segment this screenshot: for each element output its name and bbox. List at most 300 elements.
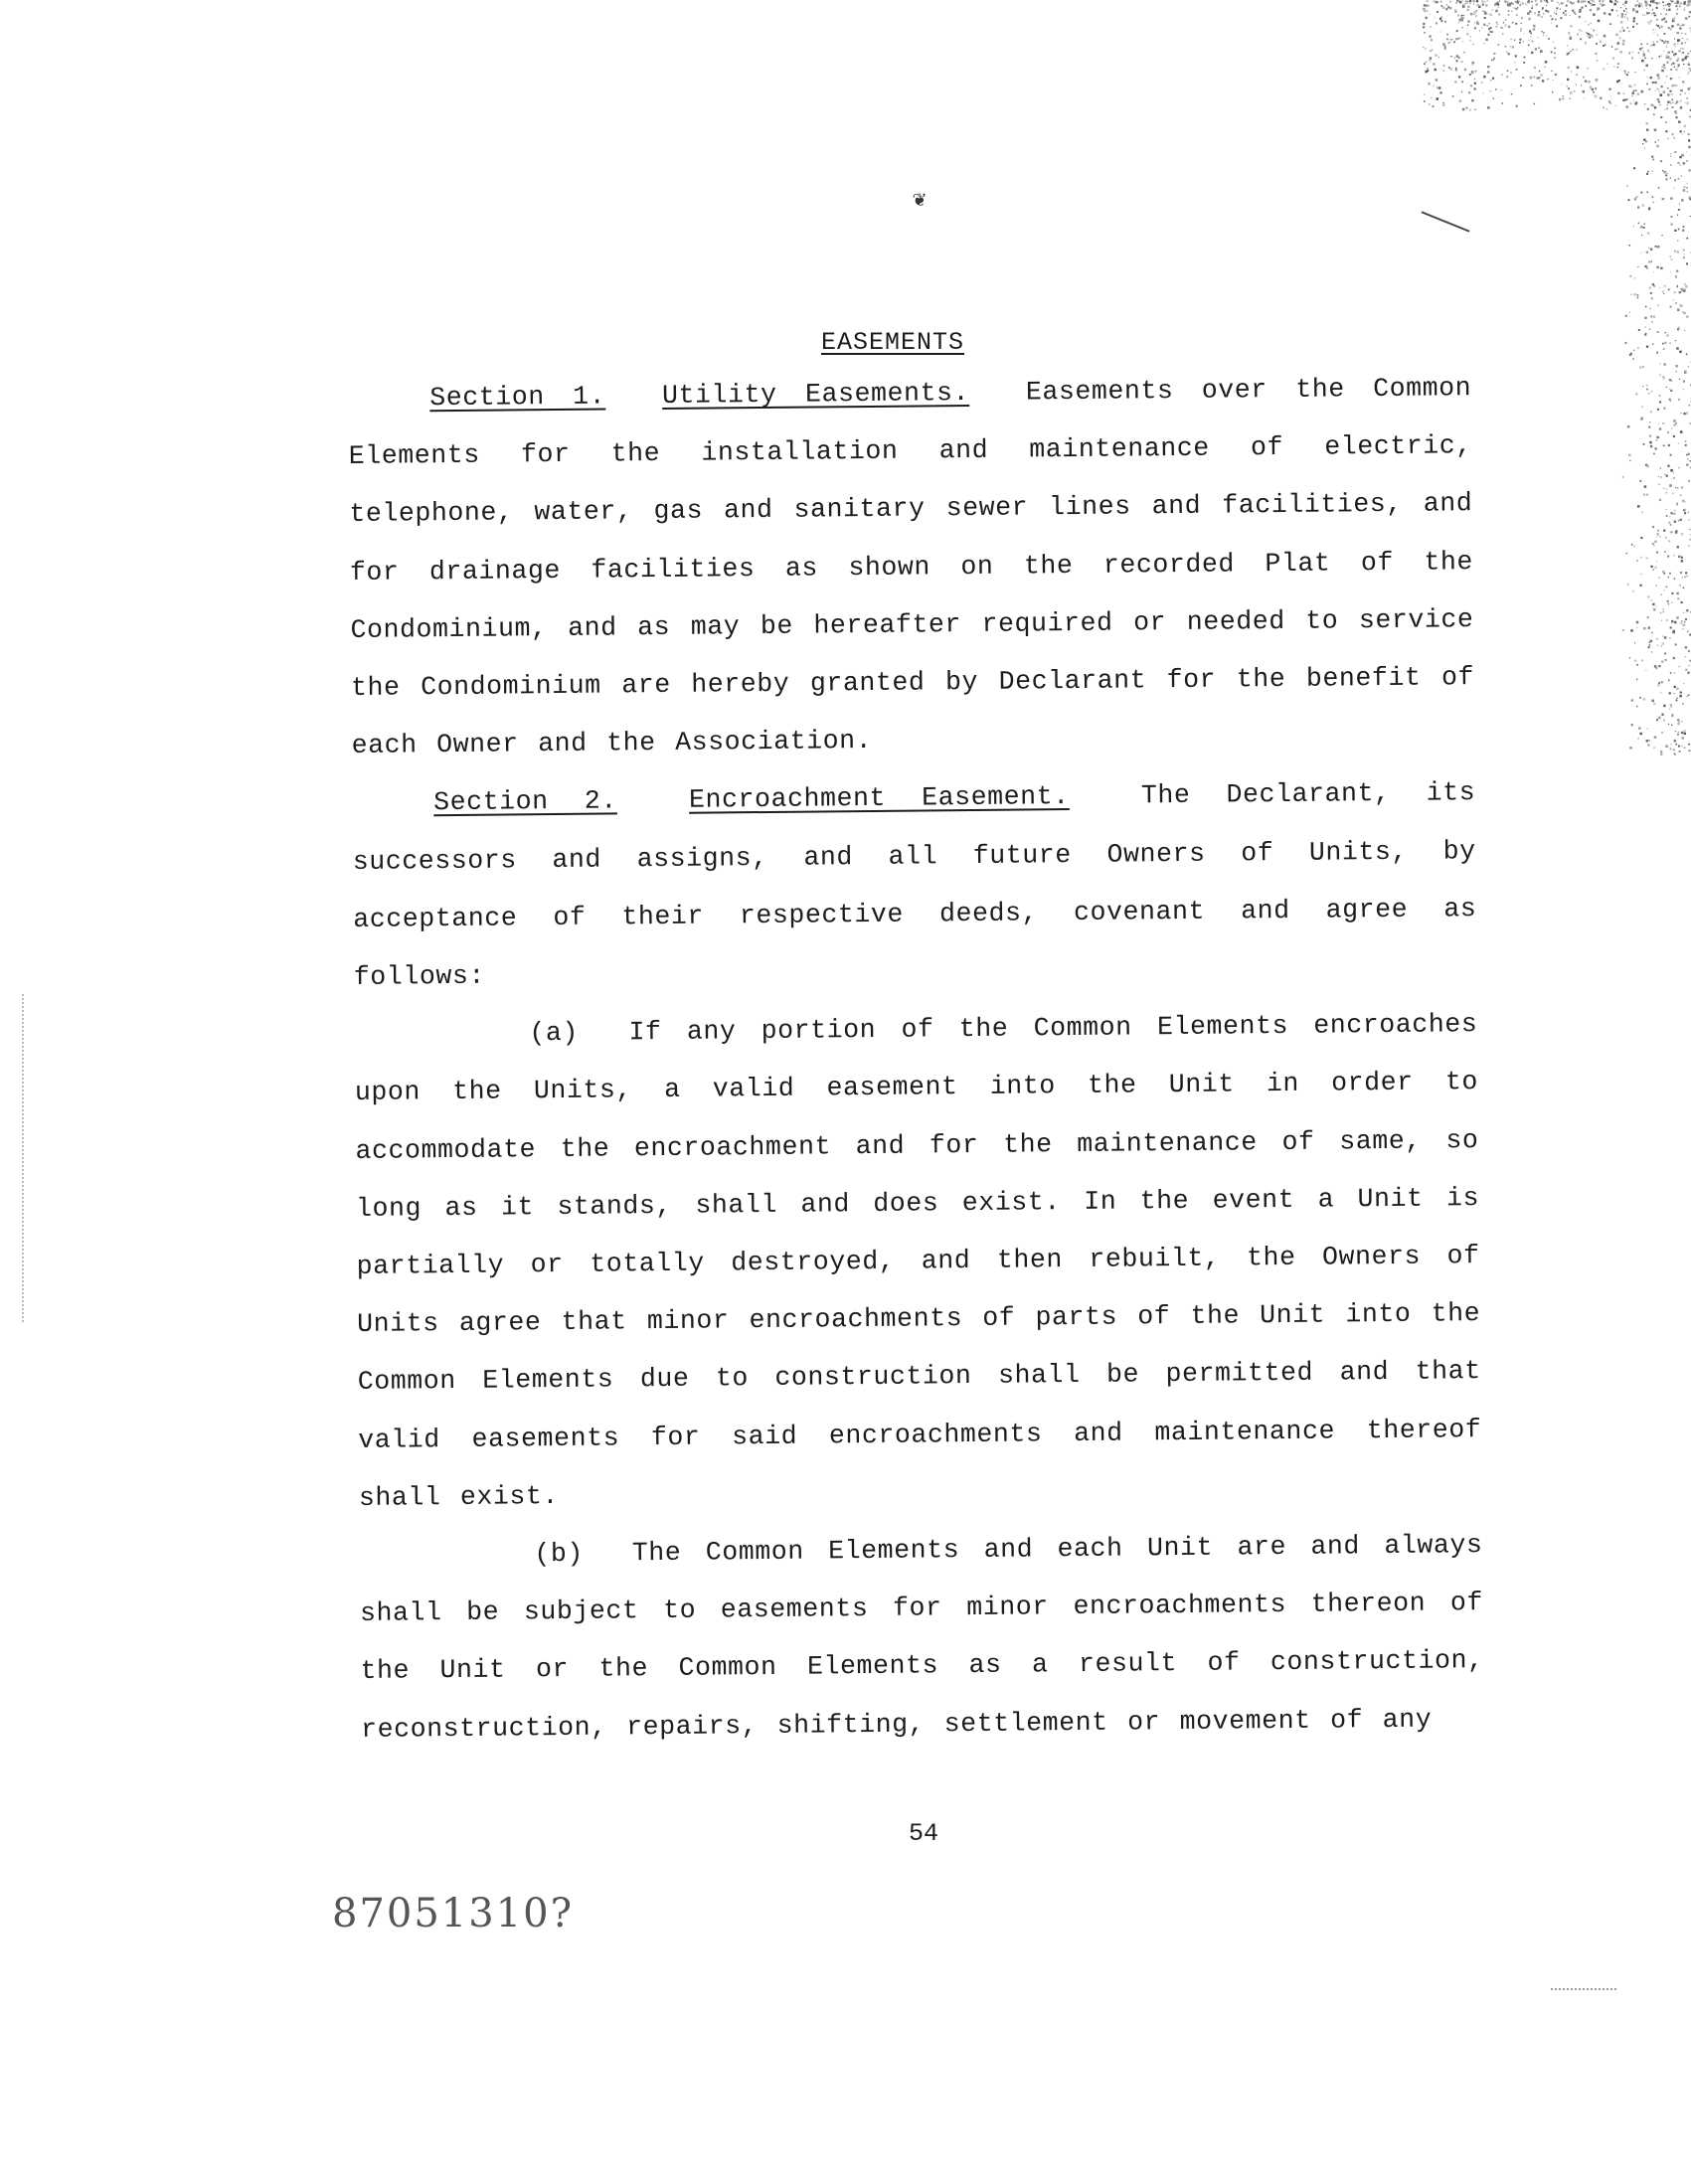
scan-noise-dot	[1597, 60, 1599, 62]
scan-noise-dot	[1519, 39, 1521, 41]
scan-noise-dot	[1619, 30, 1621, 32]
scan-noise-dot	[1680, 572, 1682, 574]
scan-noise-dot	[1445, 8, 1447, 10]
scan-noise-dot	[1623, 29, 1624, 30]
scan-noise-dot	[1633, 100, 1634, 101]
scan-noise-dot	[1642, 407, 1643, 408]
scan-noise-dot	[1498, 14, 1500, 16]
scan-noise-dot	[1505, 20, 1506, 21]
scan-noise-dot	[1543, 32, 1545, 34]
scan-noise-dot	[1508, 53, 1510, 55]
scan-noise-dot	[1484, 17, 1486, 19]
scan-noise-dot	[1646, 65, 1648, 67]
scan-noise-dot	[1626, 18, 1627, 19]
scan-noise-dot	[1464, 6, 1465, 7]
scan-noise-dot	[1498, 44, 1500, 46]
scan-noise-dot	[1646, 494, 1648, 496]
scan-noise-dot	[1626, 12, 1627, 13]
scan-noise-dot	[1440, 20, 1442, 22]
scan-noise-dot	[1478, 23, 1479, 24]
scan-noise-dot	[1455, 68, 1456, 69]
scan-noise-dot	[1650, 104, 1652, 106]
scan-noise-dot	[1675, 531, 1677, 533]
scan-noise-dot	[1666, 387, 1667, 388]
scan-noise-dot	[1688, 72, 1690, 74]
scan-noise-dot	[1674, 230, 1676, 232]
scan-noise-dot	[1675, 643, 1677, 645]
scan-noise-dot	[1552, 1, 1553, 2]
scan-noise-dot	[1580, 38, 1582, 40]
scan-noise-dot	[1495, 88, 1497, 90]
scan-noise-dot	[1656, 7, 1658, 9]
scan-noise-dot	[1621, 27, 1623, 29]
scan-noise-dot	[1663, 378, 1665, 380]
scan-noise-dot	[1551, 71, 1553, 73]
scan-noise-dot	[1688, 545, 1690, 547]
scan-noise-dot	[1446, 4, 1447, 5]
scan-noise-dot	[1572, 49, 1574, 51]
scan-noise-dot	[1668, 680, 1670, 682]
scan-noise-dot	[1689, 529, 1690, 530]
scan-noise-dot	[1671, 224, 1673, 226]
scan-noise-dot	[1658, 484, 1660, 486]
scan-noise-dot	[1678, 732, 1679, 733]
scan-noise-dot	[1651, 297, 1653, 299]
scan-noise-dot	[1462, 41, 1463, 42]
scan-noise-dot	[1666, 76, 1668, 78]
scan-noise-dot	[1531, 52, 1533, 54]
scan-noise-dot	[1474, 109, 1475, 110]
scan-noise-dot	[1531, 1, 1533, 3]
scan-noise-dot	[1687, 53, 1689, 55]
scan-noise-dot	[1640, 537, 1642, 539]
scan-noise-dot	[1626, 98, 1628, 100]
scan-noise-dot	[1688, 453, 1690, 455]
scan-noise-dot	[1654, 106, 1656, 108]
scan-noise-dot	[1577, 67, 1579, 69]
scan-noise-dot	[1423, 8, 1426, 10]
scan-noise-dot	[1567, 79, 1569, 81]
scan-noise-dot	[1494, 5, 1495, 6]
scan-noise-dot	[1438, 57, 1439, 58]
scan-noise-dot	[1668, 289, 1670, 291]
scan-noise-dot	[1479, 30, 1480, 31]
scan-noise-dot	[1585, 0, 1587, 2]
scan-noise-dot	[1657, 684, 1659, 686]
scan-noise-dot	[1484, 12, 1486, 14]
scan-noise-dot	[1675, 731, 1676, 732]
scan-noise-dot	[1649, 308, 1651, 310]
scan-noise-dot	[1689, 405, 1691, 407]
scan-noise-dot	[1654, 129, 1657, 132]
scan-noise-dot	[1667, 3, 1669, 5]
scan-noise-dot	[1637, 505, 1640, 508]
scan-noise-dot	[1487, 66, 1489, 68]
scan-noise-dot	[1653, 545, 1654, 546]
scan-noise-dot	[1495, 10, 1498, 13]
scan-noise-dot	[1674, 555, 1676, 557]
scan-noise-dot	[1684, 283, 1685, 284]
scan-noise-dot	[1469, 109, 1471, 111]
scan-noise-dot	[1456, 0, 1458, 2]
scan-noise-dot	[1677, 328, 1679, 330]
scan-noise-dot	[1668, 9, 1670, 11]
scan-noise-dot	[1674, 693, 1675, 694]
scan-noise-dot	[1532, 41, 1534, 43]
scan-noise-dot	[1686, 353, 1688, 355]
scan-noise-dot	[1656, 3, 1658, 5]
scan-noise-dot	[1585, 21, 1586, 22]
scan-noise-dot	[1561, 17, 1563, 19]
scan-noise-dot	[1427, 72, 1428, 73]
scan-noise-dot	[1664, 109, 1665, 110]
scan-noise-dot	[1590, 9, 1592, 11]
scan-noise-dot	[1675, 46, 1676, 47]
scan-noise-dot	[1670, 197, 1672, 199]
scan-noise-dot	[1585, 80, 1588, 83]
scan-noise-dot	[1570, 98, 1571, 99]
scan-noise-dot	[1545, 10, 1547, 12]
scan-noise-dot	[1454, 11, 1456, 13]
scan-noise-dot	[1647, 232, 1649, 234]
scan-noise-dot	[1685, 56, 1687, 58]
scan-noise-dot	[1632, 52, 1633, 53]
scan-noise-dot	[1551, 52, 1553, 54]
scan-noise-dot	[1634, 642, 1635, 643]
scan-noise-dot	[1640, 419, 1642, 420]
scan-noise-dot	[1670, 5, 1671, 6]
scan-noise-dot	[1618, 82, 1619, 83]
scan-noise-dot	[1572, 3, 1574, 5]
scan-noise-dot	[1603, 69, 1605, 71]
scan-noise-dot	[1633, 350, 1634, 351]
scan-noise-dot	[1508, 6, 1509, 7]
scan-noise-dot	[1644, 57, 1646, 59]
scan-noise-dot	[1686, 151, 1687, 152]
scan-noise-dot	[1674, 521, 1677, 524]
scan-noise-dot	[1664, 636, 1666, 638]
scan-noise-dot	[1643, 51, 1644, 52]
scan-noise-dot	[1515, 9, 1516, 10]
scan-noise-dot	[1684, 125, 1687, 128]
scan-noise-dot	[1643, 70, 1644, 71]
scan-noise-dot	[1584, 98, 1585, 99]
scan-noise-dot	[1649, 207, 1651, 209]
scan-noise-dot	[1673, 477, 1674, 478]
scan-noise-dot	[1649, 328, 1651, 330]
scan-noise-dot	[1683, 683, 1684, 684]
scan-noise-dot	[1680, 100, 1682, 102]
scan-noise-dot	[1643, 698, 1645, 700]
scan-noise-dot	[1669, 399, 1671, 401]
scan-noise-dot	[1590, 2, 1592, 4]
scan-noise-dot	[1668, 540, 1670, 542]
scan-noise-dot	[1676, 116, 1678, 118]
scan-noise-dot	[1641, 235, 1642, 236]
scan-noise-dot	[1517, 1, 1520, 4]
scan-noise-dot	[1431, 97, 1432, 98]
scan-noise-dot	[1508, 26, 1510, 28]
scan-noise-dot	[1461, 91, 1462, 92]
scan-noise-dot	[1687, 4, 1690, 7]
scan-noise-dot	[1627, 20, 1628, 21]
scan-noise-dot	[1427, 70, 1429, 72]
scan-noise-dot	[1444, 48, 1446, 50]
scan-noise-dot	[1567, 53, 1569, 55]
scan-noise-dot	[1671, 428, 1672, 429]
scan-noise-dot	[1473, 14, 1474, 15]
scan-noise-dot	[1426, 5, 1428, 7]
scan-noise-dot	[1680, 494, 1682, 496]
scan-noise-dot	[1458, 19, 1461, 22]
scan-noise-dot	[1617, 63, 1619, 65]
scan-noise-dot	[1672, 20, 1675, 23]
scan-noise-dot	[1639, 697, 1641, 699]
scan-noise-dot	[1542, 9, 1543, 10]
scan-noise-dot	[1650, 566, 1652, 568]
scan-noise-dot	[1685, 646, 1687, 648]
scan-noise-dot	[1652, 196, 1654, 198]
scan-noise-dot	[1657, 644, 1659, 646]
scan-noise-dot	[1507, 3, 1508, 4]
scan-noise-dot	[1636, 627, 1637, 628]
scan-noise-dot	[1632, 358, 1634, 360]
scan-noise-dot	[1677, 308, 1680, 311]
scan-noise-dot	[1666, 515, 1668, 517]
scan-noise-dot	[1651, 13, 1653, 15]
scan-noise-dot	[1424, 100, 1426, 102]
scan-noise-dot	[1683, 413, 1685, 415]
scan-noise-dot	[1650, 316, 1652, 318]
scan-noise-dot	[1533, 76, 1535, 78]
scan-noise-dot	[1579, 11, 1581, 13]
scan-noise-dot	[1653, 703, 1655, 705]
scan-noise-dot	[1460, 18, 1462, 20]
scan-noise-dot	[1638, 329, 1640, 331]
scan-noise-dot	[1448, 43, 1450, 45]
scan-noise-dot	[1578, 68, 1579, 69]
scan-noise-dot	[1658, 682, 1660, 684]
scan-noise-dot	[1646, 267, 1648, 269]
scan-noise-dot	[1676, 60, 1678, 62]
scan-noise-dot	[1683, 624, 1685, 626]
scan-noise-dot	[1645, 464, 1647, 466]
scan-noise-dot	[1660, 754, 1662, 756]
scan-noise-dot	[1677, 719, 1679, 721]
scan-noise-dot	[1610, 1, 1612, 3]
scan-noise-dot	[1674, 39, 1675, 40]
scan-noise-dot	[1667, 62, 1669, 64]
scan-noise-dot	[1680, 165, 1681, 166]
scan-noise-dot	[1539, 71, 1540, 72]
scan-noise-dot	[1645, 306, 1647, 308]
scan-noise-dot	[1582, 7, 1584, 9]
scan-noise-dot	[1581, 84, 1582, 85]
scan-noise-dot	[1689, 65, 1691, 67]
scan-noise-dot	[1647, 171, 1649, 173]
scan-noise-dot	[1636, 560, 1638, 562]
scan-noise-dot	[1644, 485, 1647, 488]
scan-noise-dot	[1593, 13, 1596, 16]
scan-noise-dot	[1568, 32, 1570, 34]
scan-noise-dot	[1684, 747, 1686, 749]
scan-noise-dot	[1660, 85, 1662, 87]
scan-noise-dot	[1430, 57, 1432, 59]
scan-noise-dot	[1622, 629, 1624, 631]
scan-noise-dot	[1531, 11, 1532, 12]
scan-noise-dot	[1465, 1, 1467, 3]
scan-noise-dot	[1540, 50, 1543, 53]
scan-noise-dot	[1680, 556, 1681, 557]
scan-noise-dot	[1567, 55, 1568, 56]
scan-noise-dot	[1683, 250, 1685, 252]
scan-noise-dot	[1523, 62, 1525, 64]
scan-noise-dot	[1509, 3, 1511, 5]
scan-noise-dot	[1651, 632, 1652, 633]
scan-noise-dot	[1677, 24, 1679, 26]
scan-noise-dot	[1568, 67, 1570, 69]
scan-noise-dot	[1681, 732, 1683, 734]
scan-noise-dot	[1671, 51, 1672, 52]
scan-noise-dot	[1648, 260, 1650, 262]
scan-noise-dot	[1622, 99, 1624, 101]
scan-noise-dot	[1622, 43, 1624, 45]
scan-noise-dot	[1678, 399, 1680, 401]
scan-noise-dot	[1625, 8, 1627, 9]
scan-noise-dot	[1656, 145, 1659, 148]
scan-noise-dot	[1487, 0, 1489, 2]
scan-noise-dot	[1522, 2, 1524, 4]
scan-noise-dot	[1666, 509, 1667, 510]
scan-noise-dot	[1500, 89, 1502, 91]
scan-noise-dot	[1677, 0, 1679, 2]
scan-noise-dot	[1653, 202, 1654, 203]
scan-noise-dot	[1520, 30, 1522, 32]
scan-noise-dot	[1680, 93, 1681, 94]
scan-noise-dot	[1446, 39, 1448, 41]
scan-noise-dot	[1542, 80, 1544, 82]
scan-noise-dot	[1667, 431, 1669, 433]
scan-noise-dot	[1663, 720, 1665, 722]
scan-noise-dot	[1626, 105, 1629, 108]
scan-noise-dot	[1638, 223, 1639, 224]
scan-noise-dot	[1592, 0, 1593, 1]
scan-noise-dot	[1475, 71, 1477, 73]
scan-noise-dot	[1586, 32, 1588, 34]
scan-noise-dot	[1624, 5, 1625, 6]
scan-noise-dot	[1673, 299, 1674, 300]
scan-noise-dot	[1663, 608, 1664, 609]
scan-noise-dot	[1662, 376, 1664, 378]
scan-noise-dot	[1477, 4, 1480, 7]
scan-noise-dot	[1616, 10, 1617, 11]
scan-noise-dot	[1679, 39, 1681, 41]
scan-noise-dot	[1553, 42, 1554, 43]
scan-noise-dot	[1561, 2, 1564, 5]
clause-b-marker: (b)	[534, 1538, 585, 1570]
scan-noise-dot	[1673, 84, 1675, 86]
scan-noise-dot	[1568, 87, 1570, 89]
scan-noise-dot	[1636, 4, 1638, 6]
scan-noise-dot	[1589, 34, 1591, 36]
scan-noise-dot	[1603, 4, 1605, 6]
scan-noise-dot	[1643, 443, 1645, 445]
scan-noise-dot	[1673, 19, 1675, 21]
scan-noise-dot	[1490, 90, 1491, 91]
scan-noise-dot	[1528, 40, 1530, 42]
scan-noise-dot	[1658, 139, 1660, 141]
scan-noise-dot	[1570, 51, 1571, 52]
scan-noise-dot	[1456, 55, 1458, 57]
scan-noise-dot	[1677, 723, 1679, 725]
scan-noise-dot	[1671, 216, 1673, 218]
scan-noise-dot	[1483, 24, 1485, 26]
scan-noise-dot	[1680, 413, 1681, 414]
scan-noise-dot	[1663, 445, 1665, 447]
scan-noise-dot	[1672, 63, 1674, 65]
scan-noise-dot	[1676, 84, 1678, 86]
scan-noise-dot	[1683, 290, 1686, 293]
scan-noise-dot	[1663, 42, 1665, 44]
scan-noise-dot	[1688, 16, 1690, 18]
scan-noise-dot	[1588, 1, 1590, 3]
scan-noise-dot	[1490, 80, 1491, 81]
scan-noise-dot	[1672, 631, 1675, 634]
scan-noise-dot	[1627, 72, 1629, 74]
scan-noise-dot	[1547, 10, 1549, 12]
scan-noise-dot	[1538, 14, 1541, 17]
scan-noise-dot	[1474, 11, 1477, 14]
scan-noise-dot	[1645, 670, 1646, 671]
scan-noise-dot	[1677, 734, 1679, 736]
scan-noise-dot	[1427, 5, 1429, 7]
scan-noise-dot	[1597, 34, 1599, 36]
scan-noise-dot	[1437, 97, 1439, 100]
scan-noise-dot	[1673, 749, 1675, 751]
scan-noise-dot	[1667, 138, 1669, 140]
scan-noise-dot	[1474, 79, 1475, 80]
scan-noise-dot	[1670, 164, 1672, 166]
scan-noise-dot	[1476, 0, 1478, 2]
scan-noise-dot	[1606, 64, 1607, 65]
scan-noise-dot	[1679, 585, 1681, 587]
scan-noise-dot	[1674, 67, 1676, 69]
scan-noise-dot	[1672, 714, 1674, 716]
scan-noise-dot	[1628, 85, 1630, 87]
scan-noise-dot	[1476, 10, 1477, 11]
scan-noise-dot	[1679, 291, 1681, 293]
scan-noise-dot	[1640, 3, 1642, 5]
scan-noise-dot	[1646, 252, 1648, 253]
scan-noise-dot	[1672, 99, 1674, 101]
scan-noise-dot	[1634, 277, 1635, 278]
scan-noise-dot	[1670, 454, 1672, 456]
scan-noise-dot	[1458, 22, 1459, 23]
scan-noise-dot	[1670, 672, 1672, 674]
scan-noise-dot	[1674, 151, 1676, 153]
scan-noise-dot	[1670, 156, 1671, 157]
scan-noise-dot	[1499, 1, 1500, 2]
scan-noise-dot	[1535, 48, 1537, 50]
scan-noise-dot	[1665, 537, 1667, 539]
scan-noise-dot	[1616, 81, 1618, 83]
scan-noise-dot	[1683, 256, 1685, 258]
scan-noise-dot	[1642, 386, 1643, 387]
scan-noise-dot	[1633, 90, 1635, 92]
scan-noise-dot	[1501, 27, 1503, 29]
scan-noise-dot	[1609, 0, 1611, 2]
document-body	[348, 359, 1484, 1759]
